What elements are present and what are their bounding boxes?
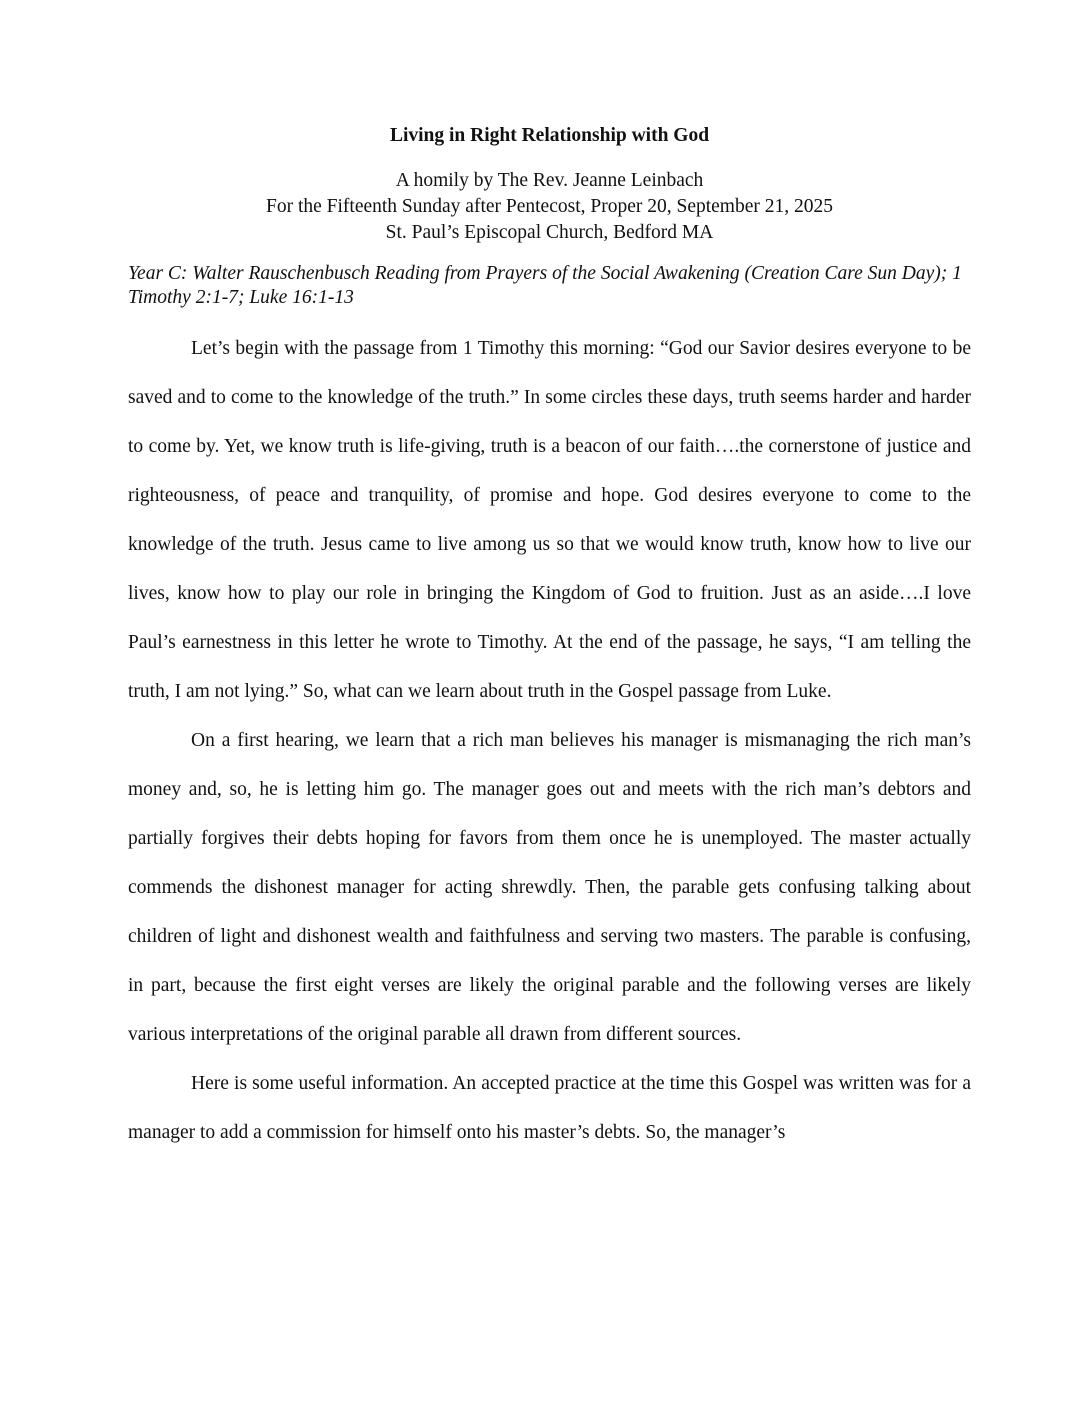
body-paragraph: Let’s begin with the passage from 1 Timothy this morning: “God our Savior desires everyone to be saved and to come to the knowledge of the truth.” In some circles these days, truth seems harder and harder to come by. Yet, we know truth is life-giving, truth is a beacon of our faith….the cornerstone of justice and righteousness, of peace and tranquility, of promise and hope. God desires everyone to come to the knowledge of the truth. Jesus came to live among us so that we would know truth, know how to live our lives, know how to play our role in bringing the Kingdom of God to fruition. Just as an aside….I love Paul’s earnestness in this letter he wrote to Timothy. At the end of the passage, he says, “I am telling the truth, I am not lying.” So, what can we learn about truth in the Gospel passage from Luke. [128, 338, 971, 702]
homily-byline [128, 168, 971, 246]
document-title: Living in Right Relationship with God [389, 125, 710, 146]
document-body [128, 124, 971, 1157]
lectionary-readings: Year C: Walter Rauschenbusch Reading from Prayers of the Social Awakening (Creation Care Sun Day); 1 Timothy 2:1-7; Luke 16:1-13 [128, 263, 962, 308]
byline-church: St. Paul’s Episcopal Church, Bedford MA [385, 222, 714, 243]
body-paragraph: Here is some useful information. An accepted practice at the time this Gospel was written was for a manager to add a commission for himself onto his master’s debts. So, the manager’s [128, 1073, 971, 1143]
body-paragraph: On a first hearing, we learn that a rich man believes his manager is mismanaging the rich man’s money and, so, he is letting him go. The manager goes out and meets with the rich man’s debtors and partially forgives their debts hoping for favors from them once he is unemployed. The master actually commends the dishonest manager for acting shrewdly. Then, the parable gets confusing talking about children of light and dishonest wealth and faithfulness and serving two masters. The parable is confusing, in part, because the first eight verses are likely the original parable and the following verses are likely various interpretations of the original parable all drawn from different sources. [128, 730, 971, 1045]
byline-occasion: For the Fifteenth Sunday after Pentecost, Proper 20, September 21, 2025 [265, 196, 833, 217]
byline-author: A homily by The Rev. Jeanne Leinbach [395, 170, 704, 191]
